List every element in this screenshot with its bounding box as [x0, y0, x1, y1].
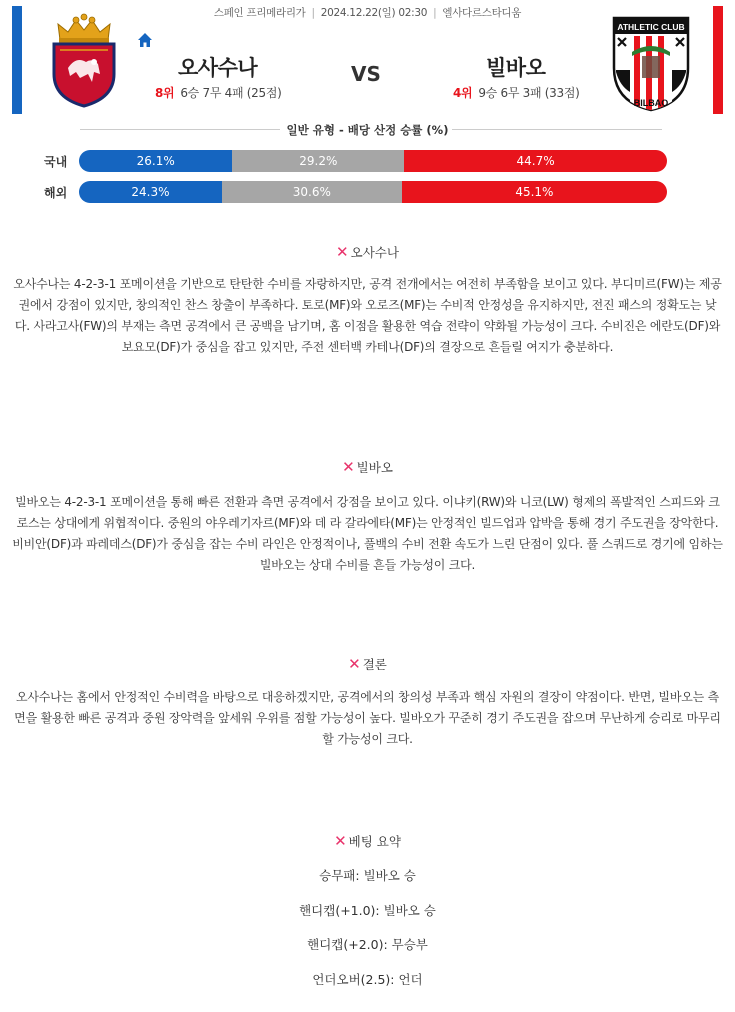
x-mark-icon: ✕	[342, 458, 355, 476]
betting-summary-title: ✕ 베팅 요약	[334, 832, 401, 850]
odds-row-overseas	[0, 181, 735, 205]
home-win-segment: 24.3%	[79, 181, 222, 203]
away-team-name: 빌바오	[486, 56, 546, 80]
divider-right	[452, 129, 662, 130]
stadium-name: 엘사다르스타디움	[442, 7, 522, 19]
away-record-text: 9승 6무 3패 (33점)	[478, 86, 580, 100]
home-team-name: 오사수나	[178, 56, 258, 80]
conclusion-text: 오사수나는 홈에서 안정적인 수비력을 바탕으로 대응하겠지만, 공격에서의 창의성 부족과 핵심 자원의 결장이 약점이다. 반면, 빌바오는 측면을 활용한 빠른 공격과 중원 장악력을 앞세워 우위를 점할 가능성이 높다. 빌바오가 꾸준히 경기 주도권을 잡으며 무난하게 승리로 마무리할 가능성이 크다.	[14, 690, 721, 746]
match-info: 스페인 프리메라리가 | 2024.12.22(일) 02:30 | 엘사다르스타디움	[213, 7, 522, 19]
odds-row-label: 해외	[44, 186, 68, 200]
x-mark-icon: ✕	[336, 243, 349, 261]
odds-row-domestic	[0, 150, 735, 174]
away-record	[453, 84, 580, 101]
betting-line: 승무패: 빌바오 승	[319, 868, 416, 883]
betting-line: 핸디캡(+2.0): 무승부	[307, 937, 428, 952]
home-color-bar	[12, 6, 22, 114]
draw-segment: 29.2%	[232, 150, 404, 172]
away-team-logo	[608, 12, 694, 114]
away-analysis-title: ✕ 빌바오	[342, 458, 393, 476]
home-team-logo	[46, 12, 122, 108]
draw-segment: 30.6%	[222, 181, 402, 203]
away-analysis-text: 빌바오는 4-2-3-1 포메이션을 통해 빠른 전환과 측면 공격에서 강점을 보이고 있다. 이냐키(RW)와 니코(LW) 형제의 폭발적인 스피드와 크로스는 상대에게 위협적이다. 중원의 야우레기자르(MF)와 데 라 갈라에타(MF)는 안정적인 빌드업과 압박을 통해 경기 주도권을 장악한다. 비비안(DF)과 파레데스(DF)가 중심을 잡는 수비 라인은 안정적이나, 풀백의 수비 전환 속도가 느린 단점이 있다. 풀 스쿼드로 경기에 임하는 빌바오는 상대 수비를 흔들 가능성이 크다.	[12, 495, 723, 572]
league-name: 스페인 프리메라리가	[213, 7, 306, 19]
away-logo-text-bottom: BILBAO	[633, 98, 669, 108]
crown-icon	[58, 14, 110, 43]
home-record-text: 6승 7무 4패 (25점)	[180, 86, 282, 100]
betting-line: 언더오버(2.5): 언더	[312, 972, 423, 987]
odds-bar	[79, 150, 667, 172]
away-color-bar	[713, 6, 723, 114]
away-win-segment: 44.7%	[404, 150, 667, 172]
odds-section-title: 일반 유형 - 배당 산정 승률 (%)	[286, 123, 449, 137]
home-analysis-text: 오사수나는 4-2-3-1 포메이션을 기반으로 탄탄한 수비를 자랑하지만, 공격 전개에서는 여전히 부족함을 보이고 있다. 부디미르(FW)는 제공권에서 강점이 있지만, 창의적인 찬스 창출이 부족하다. 토로(MF)와 오로즈(MF)는 수비적 안정성을 유지하지만, 전진 패스의 정확도는 낮다. 사라고사(FW)의 부재는 측면 공격에서 큰 공백을 남기며, 홈 이점을 활용한 역습 전략이 약화될 가능성이 크다. 수비진은 에란도(DF)와 보요모(DF)가 중심을 잡고 있지만, 주전 센터백 카테나(DF)의 결장으로 흔들릴 여지가 충분하다.	[13, 277, 722, 354]
away-logo-text-top: ATHLETIC CLUB	[617, 22, 685, 32]
betting-line: 핸디캡(+1.0): 빌바오 승	[299, 903, 436, 918]
conclusion-title: ✕ 결론	[348, 655, 387, 673]
away-rank: 4위	[453, 86, 473, 100]
home-analysis-title: ✕ 오사수나	[336, 243, 399, 261]
odds-bar	[79, 181, 667, 203]
home-icon	[137, 32, 153, 48]
home-record	[155, 84, 282, 101]
match-datetime: 2024.12.22(일) 02:30	[320, 7, 428, 19]
vs-label: VS	[351, 62, 381, 86]
home-rank: 8위	[155, 86, 175, 100]
x-mark-icon: ✕	[348, 655, 361, 673]
away-win-segment: 45.1%	[402, 181, 667, 203]
home-win-segment: 26.1%	[79, 150, 232, 172]
x-mark-icon: ✕	[334, 832, 347, 850]
odds-row-label: 국내	[44, 155, 68, 169]
